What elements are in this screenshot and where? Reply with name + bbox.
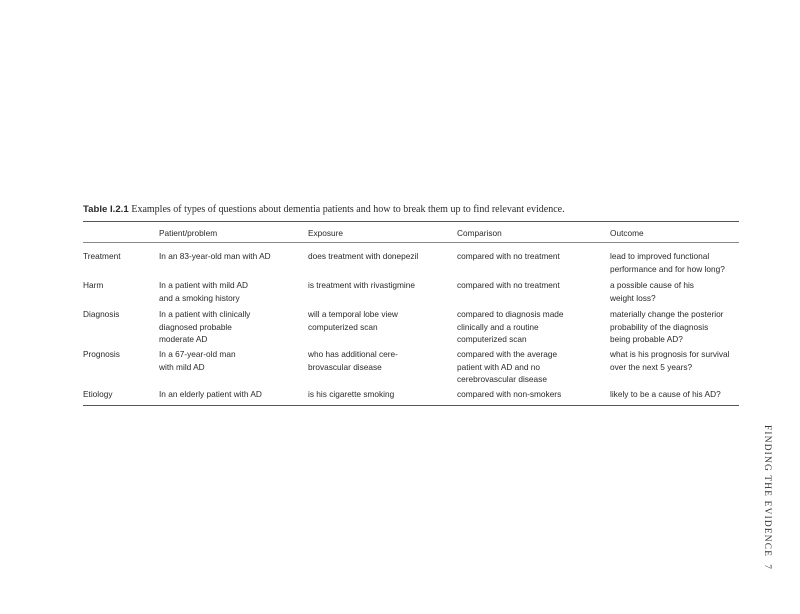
table-top-rule bbox=[83, 221, 739, 222]
cell-outcome: a possible cause of his weight loss? bbox=[610, 280, 694, 303]
running-header bbox=[758, 425, 774, 571]
section-title: FINDING THE EVIDENCE bbox=[762, 425, 772, 558]
cell-patient-problem: In a patient with clinically diagnosed probable moderate AD bbox=[159, 309, 251, 344]
cell-comparison: compared with the average patient with AD and no cerebrovascular disease bbox=[457, 349, 558, 384]
cell-comparison: compared with no treatment bbox=[457, 251, 560, 261]
cell-outcome: likely to be a cause of his AD? bbox=[610, 389, 721, 399]
cell-exposure: is treatment with rivastigmine bbox=[308, 280, 415, 290]
row-label-etiology: Etiology bbox=[83, 389, 113, 399]
cell-comparison: compared to diagnosis made clinically and a routine computerized scan bbox=[457, 309, 564, 344]
cell-outcome: lead to improved functional performance and for how long? bbox=[610, 251, 725, 274]
table-header-rule bbox=[83, 242, 739, 243]
running-header-text bbox=[762, 425, 772, 571]
header-exposure: Exposure bbox=[308, 228, 344, 238]
row-label-diagnosis: Diagnosis bbox=[83, 309, 120, 319]
cell-exposure: who has additional cere- brovascular disease bbox=[308, 349, 398, 372]
table-caption-text: Examples of types of questions about dementia patients and how to break them up to find relevant evidence. bbox=[131, 204, 565, 215]
cell-outcome: materially change the posterior probability of the diagnosis being probable AD? bbox=[610, 309, 724, 344]
header-comparison: Comparison bbox=[457, 228, 502, 238]
cell-comparison: compared with non-smokers bbox=[457, 389, 562, 399]
cell-outcome: what is his prognosis for survival over the next 5 years? bbox=[610, 349, 730, 372]
table-caption bbox=[83, 204, 743, 216]
cell-patient-problem: In an elderly patient with AD bbox=[159, 389, 262, 399]
cell-exposure: does treatment with donepezil bbox=[308, 251, 419, 261]
page-number: 7 bbox=[762, 564, 772, 571]
table-number: Table I.2.1 bbox=[83, 204, 129, 215]
cell-patient-problem: In a patient with mild AD and a smoking history bbox=[159, 280, 249, 303]
cell-comparison: compared with no treatment bbox=[457, 280, 560, 290]
cell-patient-problem: In a 67-year-old man with mild AD bbox=[159, 349, 236, 372]
cell-exposure: is his cigarette smoking bbox=[308, 389, 395, 399]
row-label-harm: Harm bbox=[83, 280, 104, 290]
table-bottom-rule bbox=[83, 405, 739, 406]
cell-patient-problem: In an 83-year-old man with AD bbox=[159, 251, 271, 261]
row-label-treatment: Treatment bbox=[83, 251, 121, 261]
header-outcome: Outcome bbox=[610, 228, 644, 238]
header-patient-problem: Patient/problem bbox=[159, 228, 218, 238]
cell-exposure: will a temporal lobe view computerized scan bbox=[308, 309, 398, 332]
row-label-prognosis: Prognosis bbox=[83, 349, 120, 359]
